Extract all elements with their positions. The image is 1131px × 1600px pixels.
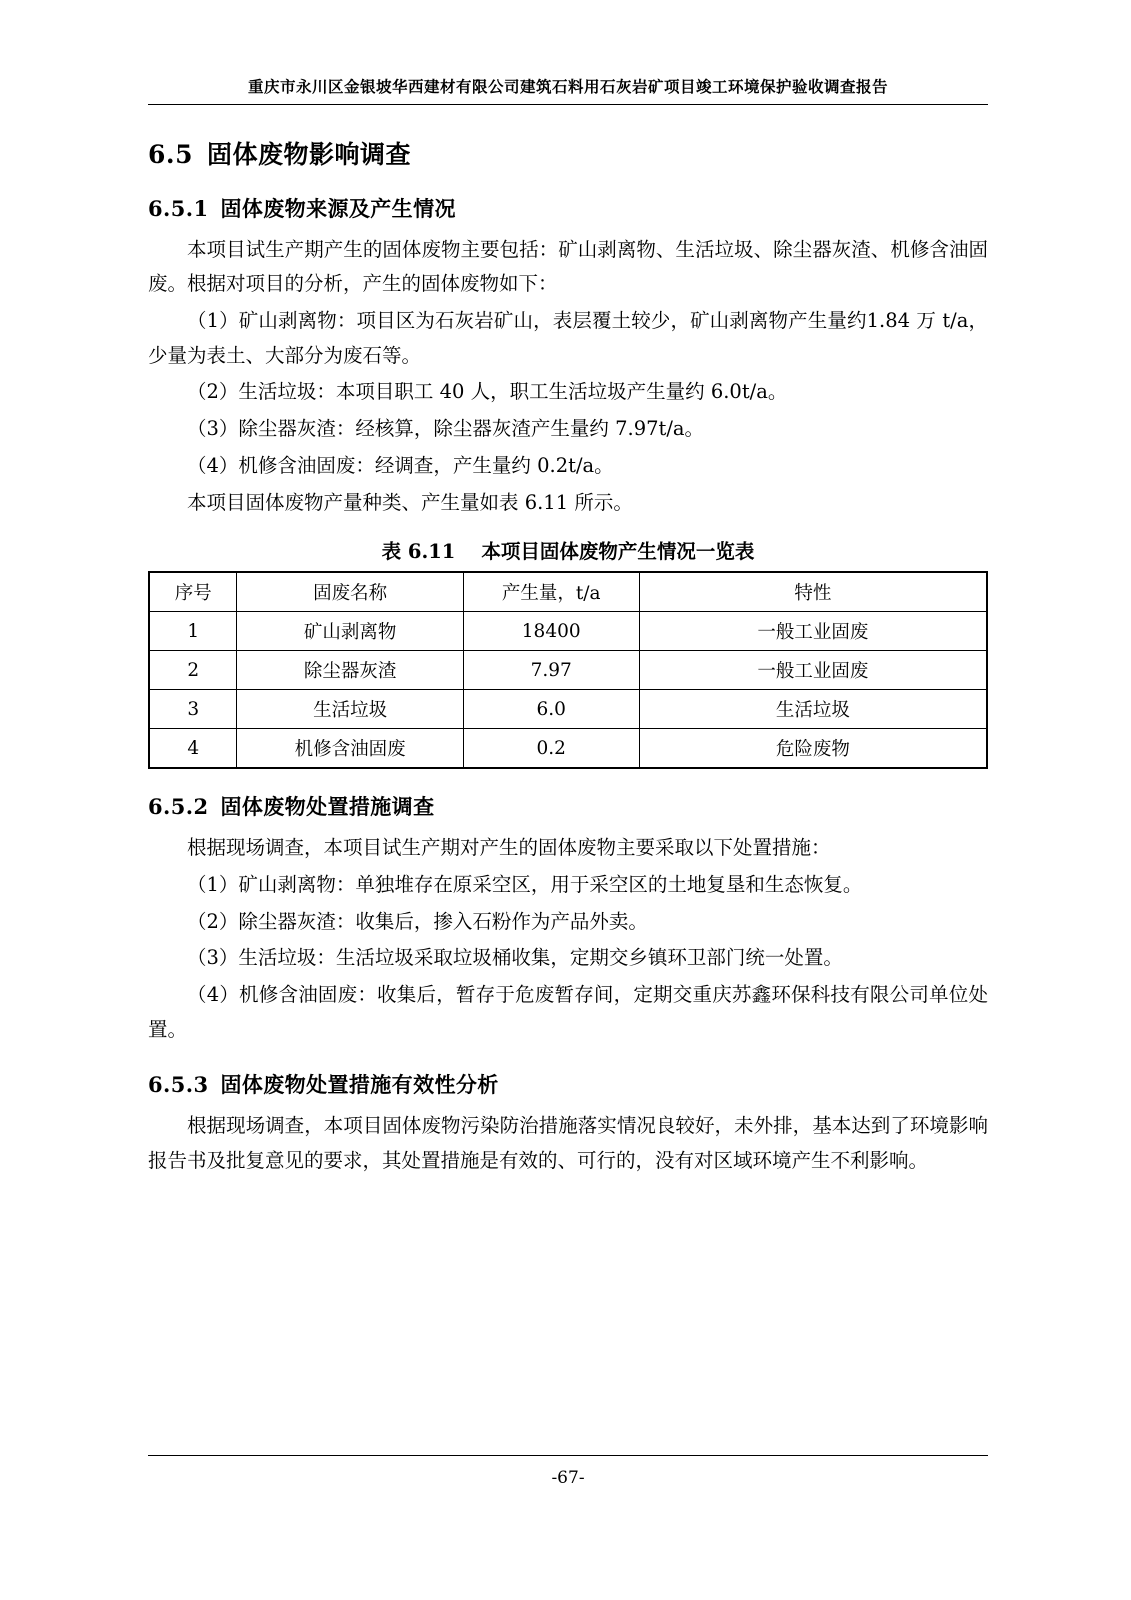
table-cell: 矿山剥离物	[237, 612, 463, 651]
table-row	[149, 729, 987, 769]
section-heading-6-5-2	[148, 791, 988, 821]
table-cell: 1	[149, 612, 237, 651]
section-number-6-5-2: 6.5.2	[148, 794, 209, 820]
table-cell: 除尘器灰渣	[237, 651, 463, 690]
table-cell: 生活垃圾	[639, 690, 987, 729]
table-caption-number: 表 6.11	[381, 540, 456, 564]
table-cell: 机修含油固废	[237, 729, 463, 769]
section-title-6-5-2: 固体废物处置措施调查	[220, 794, 435, 820]
paragraph-651-4: （3）除尘器灰渣：经核算，除尘器灰渣产生量约 7.97t/a。	[187, 417, 705, 441]
header-divider	[148, 104, 988, 105]
footer-divider	[148, 1455, 988, 1456]
table-header-cell: 序号	[149, 572, 237, 612]
table-header-cell: 特性	[639, 572, 987, 612]
table-cell: 一般工业固废	[639, 612, 987, 651]
table-cell: 一般工业固废	[639, 651, 987, 690]
table-cell: 4	[149, 729, 237, 769]
table-cell: 7.97	[463, 651, 639, 690]
paragraph-651-1: 本项目试生产期产生的固体废物主要包括：矿山剥离物、生活垃圾、除尘器灰渣、机修含油固废。根据对项目的分析，产生的固体废物如下：	[148, 237, 988, 296]
paragraph-653-1: 根据现场调查，本项目固体废物污染防治措施落实情况良较好，未外排，基本达到了环境影响报告书及批复意见的要求，其处置措施是有效的、可行的，没有对区域环境产生不利影响。	[148, 1114, 988, 1173]
section-number-6-5-1: 6.5.1	[148, 195, 209, 221]
section-heading-6-5	[148, 135, 988, 171]
table-cell: 生活垃圾	[237, 690, 463, 729]
paragraph-652-1: 根据现场调查，本项目试生产期对产生的固体废物主要采取以下处置措施：	[187, 836, 831, 860]
page-footer	[148, 1455, 988, 1488]
section-heading-6-5-3	[148, 1069, 988, 1099]
table-header-row	[149, 572, 987, 612]
page-number: -67-	[551, 1468, 585, 1488]
paragraph-651-2: （1）矿山剥离物：项目区为石灰岩矿山，表层覆土较少，矿山剥离物产生量约1.84 万 t/a，少量为表土、大部分为废石等。	[148, 309, 988, 367]
paragraph-651-5: （4）机修含油固废：经调查，产生量约 0.2t/a。	[187, 453, 614, 477]
section-number-6-5: 6.5	[148, 139, 193, 169]
section-heading-6-5-1	[148, 193, 988, 223]
table-cell: 0.2	[463, 729, 639, 769]
table-caption	[148, 536, 988, 564]
paragraph-652-2: （1）矿山剥离物：单独堆存在原采空区，用于采空区的土地复垦和生态恢复。	[187, 872, 863, 896]
section-number-6-5-3: 6.5.3	[148, 1072, 209, 1098]
page-header	[148, 0, 988, 105]
section-title-6-5: 固体废物影响调查	[207, 139, 412, 169]
table-cell: 3	[149, 690, 237, 729]
paragraph-652-4: （3）生活垃圾：生活垃圾采取垃圾桶收集，定期交乡镇环卫部门统一处置。	[187, 946, 843, 970]
paragraph-652-5: （4）机修含油固废：收集后，暂存于危废暂存间，定期交重庆苏鑫环保科技有限公司单位处置。	[148, 983, 988, 1041]
running-title: 重庆市永川区金银坡华西建材有限公司建筑石料用石灰岩矿项目竣工环境保护验收调查报告	[247, 77, 888, 96]
table-header-cell: 固废名称	[237, 572, 463, 612]
paragraph-652-3: （2）除尘器灰渣：收集后，掺入石粉作为产品外卖。	[187, 909, 648, 933]
table-cell: 2	[149, 651, 237, 690]
solid-waste-table	[148, 571, 988, 769]
table-row	[149, 651, 987, 690]
table-row	[149, 612, 987, 651]
table-header-cell: 产生量，t/a	[463, 572, 639, 612]
table-cell: 危险废物	[639, 729, 987, 769]
table-cell: 6.0	[463, 690, 639, 729]
section-title-6-5-3: 固体废物处置措施有效性分析	[220, 1072, 499, 1098]
table-row	[149, 690, 987, 729]
paragraph-651-3: （2）生活垃圾：本项目职工 40 人，职工生活垃圾产生量约 6.0t/a。	[187, 380, 788, 404]
paragraph-651-6: 本项目固体废物产量种类、产生量如表 6.11 所示。	[187, 490, 633, 514]
page-content	[148, 0, 988, 1181]
table-caption-title: 本项目固体废物产生情况一览表	[481, 540, 755, 564]
table-cell: 18400	[463, 612, 639, 651]
section-title-6-5-1: 固体废物来源及产生情况	[220, 195, 456, 221]
